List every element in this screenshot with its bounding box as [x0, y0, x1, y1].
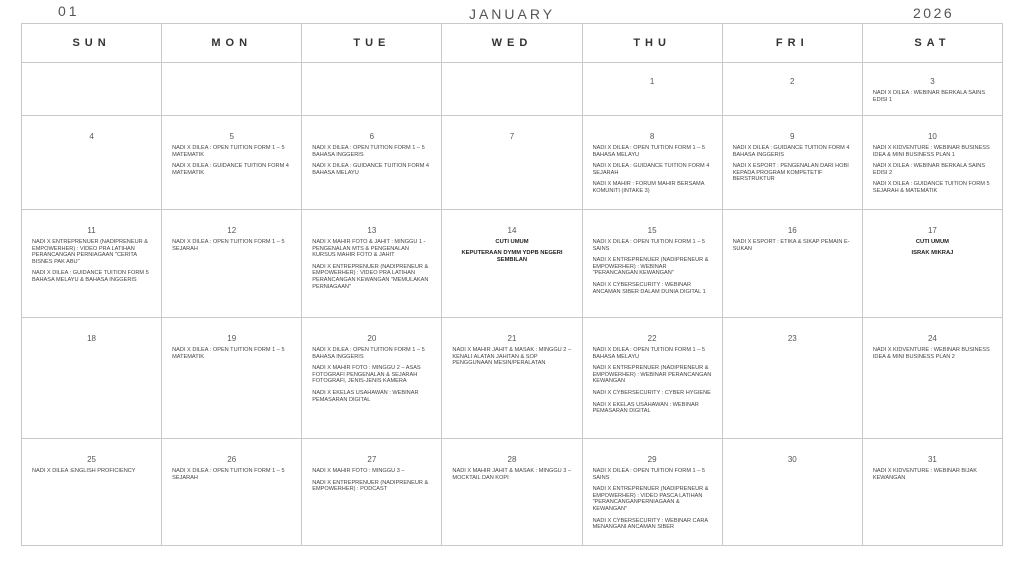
event-item[interactable]: NADI X MAHIR JAHIT & MASAK : MINGGU 3 – MOCKTAIL DAN KOPI [452, 468, 572, 481]
event-item[interactable]: NADI X MAHIR FOTO : MINGGU 3 – [312, 468, 405, 474]
day-cell[interactable] [582, 116, 722, 210]
event-item[interactable]: NADI X ESPORT : ETIKA & SIKAP PEMAIN E-SUKAN [732, 239, 850, 252]
day-cell[interactable] [582, 318, 722, 439]
event-item[interactable]: NADI X DILEA : OPEN TUITION FORM 1 – 5 SEJARAH [172, 468, 285, 481]
day-cell[interactable] [722, 210, 862, 318]
week-row [22, 116, 1003, 210]
event-item[interactable]: NADI X DILEA : GUIDANCE TUITION FORM 4 BAHASA MELAYU [312, 163, 430, 176]
week-row [22, 439, 1003, 546]
event-item[interactable]: NADI X ENTREPRENUER (NADIPRENEUR & EMPOWERHER) : WEBINAR "PERANCANGAN KEWANGAN" [592, 257, 709, 277]
day-cell[interactable] [442, 439, 582, 546]
event-item[interactable]: NADI X DILEA : OPEN TUITION FORM 1 – 5 BAHASA MELAYU [592, 347, 705, 360]
day-number: 5 [229, 132, 234, 141]
day-number: 8 [649, 132, 655, 141]
month-title: JANUARY [468, 6, 556, 22]
event-item[interactable]: NADI X ENTREPRENUER (NADIPRENEUR & EMPOWERHER) : VIDEO PRA LATIHAN PERANCANGAN KEWANGAN "MEMULAKAN PERNIAGAAN" [312, 263, 429, 290]
day-cell[interactable] [22, 116, 162, 210]
empty-day-cell [302, 63, 442, 116]
event-item[interactable]: NADI X DILEA : OPEN TUITION FORM 1 – 5 BAHASA MELAYU [592, 145, 705, 158]
event-item[interactable]: NADI X DILEA : GUIDANCE TUITION FORM 5 SEJARAH & MATEMATIK [872, 181, 990, 194]
event-item[interactable]: NADI X DILEA : WEBINAR BERKALA SAINS EDISI 1 [872, 90, 986, 103]
day-number: 9 [790, 132, 795, 141]
day-number: 24 [927, 334, 937, 343]
day-number: 2 [790, 77, 795, 86]
day-cell[interactable] [302, 439, 442, 546]
day-cell[interactable] [162, 210, 302, 318]
weekday-sun: SUN [22, 24, 162, 63]
day-cell[interactable] [582, 210, 722, 318]
event-item[interactable]: NADI X DILEA : OPEN TUITION FORM 1 – 5 MATEMATIK [172, 145, 285, 158]
day-number: 16 [787, 226, 797, 235]
event-item[interactable]: NADI X ENTREPRENUER (NADIPRENEUR & EMPOWERHER) : VIDEO PRA LATIHAN PERANCANGAN PERNIAGAAN "CERITA BISNES PAK ABU" [32, 239, 148, 265]
day-number: 7 [509, 132, 515, 141]
day-cell[interactable] [862, 210, 1002, 318]
weekday-wed: WED [442, 24, 582, 63]
day-cell[interactable] [302, 116, 442, 210]
day-cell[interactable] [442, 210, 582, 318]
day-cell[interactable] [862, 439, 1002, 546]
day-cell[interactable] [22, 439, 162, 546]
day-number: 13 [367, 226, 377, 235]
event-item[interactable]: NADI X DILEA : GUIDANCE TUITION FORM 4 MATEMATIK [172, 163, 289, 176]
event-item[interactable]: NADI X KIDVENTURE : WEBINAR BIJAK KEWANGAN [872, 468, 977, 481]
weekday-sat: SAT [862, 24, 1002, 63]
empty-day-cell [162, 63, 302, 116]
event-item[interactable]: NADI X CYBERSECURITY : WEBINAR CARA MENANGANI ANCAMAN SIBER [592, 517, 708, 531]
day-cell[interactable] [302, 210, 442, 318]
public-holiday-label: CUTI UMUM [495, 239, 529, 245]
day-cell[interactable] [722, 63, 862, 116]
day-number: 3 [930, 77, 935, 86]
week-row [22, 318, 1003, 439]
day-cell[interactable] [862, 116, 1002, 210]
weekday-fri: FRI [722, 24, 862, 63]
day-number: 25 [87, 455, 97, 464]
event-item[interactable]: NADI X CYBERSECURITY : CYBER HYGIENE [592, 389, 711, 396]
event-item[interactable]: NADI X DILEA : OPEN TUITION FORM 1 – 5 SEJARAH [172, 239, 285, 252]
day-number: 30 [787, 455, 797, 464]
day-number: 21 [507, 334, 517, 343]
event-item[interactable]: NADI X EKELAS USAHAWAN : WEBINAR PEMASARAN DIGITAL [592, 401, 699, 415]
event-item[interactable]: NADI X ENTREPRENUER (NADIPRENEUR & EMPOWERHER) : VIDEO PASCA LATIHAN "PERANCANGANPERNIAGAAN & KEWANGAN" [592, 486, 709, 512]
event-item[interactable]: NADI X DILEA : GUIDANCE TUITION FORM 5 BAHASA MELAYU & BAHASA INGGERIS [32, 270, 149, 283]
day-cell[interactable] [442, 318, 582, 439]
day-cell[interactable] [582, 63, 722, 116]
weekday-mon: MON [162, 24, 302, 63]
public-holiday-label: CUTI UMUM [915, 239, 949, 245]
event-item[interactable]: NADI X DILEA : GUIDANCE TUITION FORM 4 BAHASA INGGERIS [732, 145, 850, 158]
event-item[interactable]: NADI X EKELAS USAHAWAN : WEBINAR PEMASARAN DIGITAL [312, 389, 419, 403]
event-item[interactable]: NADI X MAHIR JAHIT & MASAK : MINGGU 2 – KENALI ALATAN JAHITAN & SOP PENGGUNAAN MESIN/PERALATAN [452, 347, 572, 367]
day-number: 17 [927, 226, 937, 235]
day-cell[interactable] [162, 116, 302, 210]
day-number: 29 [647, 455, 657, 464]
day-cell[interactable] [162, 439, 302, 546]
day-cell[interactable] [862, 63, 1002, 116]
event-item[interactable]: NADI X KIDVENTURE : WEBINAR BUSINESS IDEA & MINI BUSINESS PLAN 1 [872, 145, 990, 158]
event-item[interactable]: NADI X MAHIR : FORUM MAHIR BERSAMA KOMUNITI (INTAKE 3) [592, 181, 705, 194]
day-cell[interactable] [162, 318, 302, 439]
day-cell[interactable] [722, 318, 862, 439]
day-number: 12 [227, 226, 237, 235]
event-item[interactable]: NADI X DILEA : GUIDANCE TUITION FORM 4 SEJARAH [592, 163, 710, 176]
event-item[interactable]: NADI X MAHIR FOTO : MINGGU 2 – ASAS FOTOGRAFI PENGENALAN & SEJARAH FOTOGRAFI, JENIS-JENIS KAMERA [312, 365, 421, 385]
event-item[interactable]: NADI X MAHIR FOTO & JAHIT : MINGGU 1 - PENGENALAN MTS & PENGENALAN KURSUS MAHIR FOTO & JAHIT [312, 239, 426, 259]
day-number: 23 [787, 334, 797, 343]
event-item[interactable]: NADI X DILEA : OPEN TUITION FORM 1 – 5 SAINS [592, 239, 705, 252]
calendar-header [0, 0, 1024, 24]
event-item[interactable]: NADI X ENTREPRENUER (NADIPRENEUR & EMPOWERHER) : WEBINAR PERANCANGAN KEWANGAN [592, 365, 712, 385]
day-number: 1 [649, 77, 655, 86]
event-item[interactable]: NADI X KIDVENTURE : WEBINAR BUSINESS IDEA & MINI BUSINESS PLAN 2 [872, 347, 990, 360]
year-label: 2026 [913, 5, 955, 21]
week-row [22, 210, 1003, 318]
day-cell[interactable] [722, 439, 862, 546]
day-cell[interactable] [722, 116, 862, 210]
event-item[interactable]: NADI X CYBERSECURITY : WEBINAR ANCAMAN SIBER DALAM DUNIA DIGITAL 1 [592, 281, 706, 295]
day-number: 6 [369, 132, 375, 141]
week-row [22, 63, 1003, 116]
weekday-thu: THU [582, 24, 722, 63]
day-number: 15 [647, 226, 657, 235]
day-cell[interactable] [582, 439, 722, 546]
day-cell[interactable] [442, 116, 582, 210]
public-holiday-label: KEPUTERAAN DYMM YDPB NEGERI SEMBILAN [461, 249, 563, 263]
event-item[interactable]: NADI X ENTREPRENUER (NADIPRENEUR & EMPOWERHER) : PODCAST [312, 479, 429, 493]
empty-day-cell [22, 63, 162, 116]
day-number: 4 [89, 132, 94, 141]
day-number: 27 [367, 455, 377, 464]
day-cell[interactable] [302, 318, 442, 439]
day-number: 10 [927, 132, 937, 141]
day-number: 14 [507, 226, 517, 235]
day-cell[interactable] [22, 318, 162, 439]
day-number: 26 [227, 455, 237, 464]
day-number: 31 [927, 455, 937, 464]
day-number: 28 [507, 455, 517, 464]
day-number: 22 [647, 334, 657, 343]
event-item[interactable]: NADI X DILEA : WEBINAR BERKALA SAINS EDISI 2 [872, 163, 986, 176]
weekday-header-row [22, 24, 1003, 63]
event-item[interactable]: NADI X DILEA :ENGLISH PROFICIENCY [32, 468, 136, 474]
event-item[interactable]: NADI X DILEA : OPEN TUITION FORM 1 – 5 SAINS [592, 468, 705, 481]
month-number: 01 [58, 3, 80, 19]
calendar-grid [21, 23, 1003, 546]
event-item[interactable]: NADI X DILEA : OPEN TUITION FORM 1 – 5 MATEMATIK [172, 347, 285, 360]
day-cell[interactable] [22, 210, 162, 318]
day-number: 18 [87, 334, 97, 343]
weekday-tue: TUE [302, 24, 442, 63]
empty-day-cell [442, 63, 582, 116]
event-item[interactable]: NADI X ESPORT : PENGENALAN DARI HOBI KEPADA PROGRAM KOMPETETIF BERSTRUKTUR [732, 163, 849, 183]
event-item[interactable]: NADI X DILEA : OPEN TUITION FORM 1 – 5 BAHASA INGGERIS [312, 145, 425, 158]
event-item[interactable]: NADI X DILEA : OPEN TUITION FORM 1 – 5 BAHASA INGGERIS [312, 347, 425, 360]
day-cell[interactable] [862, 318, 1002, 439]
day-number: 11 [87, 226, 96, 235]
public-holiday-label: ISRAK MIKRAJ [911, 249, 954, 256]
day-number: 20 [367, 334, 377, 343]
day-number: 19 [227, 334, 237, 343]
